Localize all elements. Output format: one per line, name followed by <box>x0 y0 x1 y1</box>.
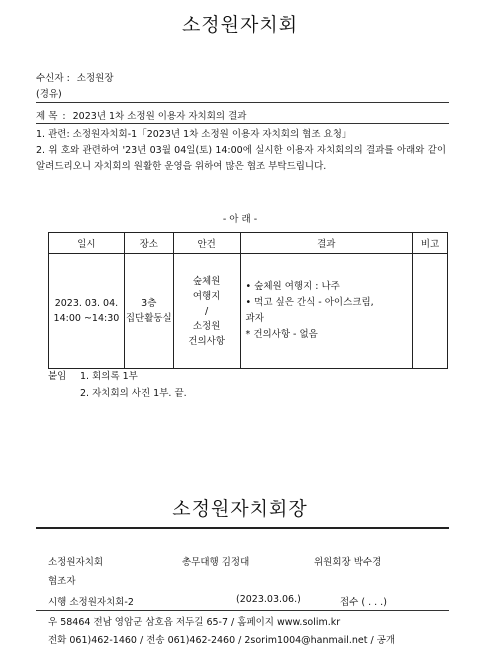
enforce-number: 시행 소정원자치회-2 <box>48 597 134 608</box>
header-place: 장소 <box>124 233 173 254</box>
cell-place: 3층 집단활동실 <box>124 254 173 369</box>
divider <box>36 527 449 529</box>
table-row <box>49 254 448 369</box>
header-note: 비고 <box>413 233 448 254</box>
via-line: (경유) <box>36 89 62 100</box>
contact-line: 전화 061)462-1460 / 전송 061)462-2460 / 2sorim1004@hanmail.net / 공개 <box>48 635 396 646</box>
subject-label: 제 목 <box>36 111 58 122</box>
header-agenda: 안건 <box>173 233 240 254</box>
header-result: 결과 <box>240 233 413 254</box>
document-title: 소정원자치회 <box>181 14 299 36</box>
recipient-label: 수신자 <box>36 73 64 84</box>
cooperator-label: 협조자 <box>48 576 76 587</box>
sign-org: 소정원자치회 <box>48 557 104 568</box>
cell-datetime: 2023. 03. 04. 14:00 ~14:30 <box>49 254 125 369</box>
attachment-item-2: 2. 자치회의 사진 1부. 끝. <box>80 388 187 399</box>
sign-treasurer: 총무대행 김정대 <box>182 557 250 568</box>
header-datetime: 일시 <box>49 233 125 254</box>
receipt-field: 접수 ( . . .) <box>340 597 387 608</box>
attachment-item-1: 1. 회의록 1부 <box>80 371 138 382</box>
table-header-row <box>49 233 448 254</box>
subject-value: 2023년 1차 소정원 이용자 자치회의 결과 <box>72 111 247 122</box>
address-line: 우 58464 전남 영암군 삼호읍 저두길 65-7 / 홈페이지 www.solim.kr <box>48 617 341 628</box>
divider <box>36 123 449 124</box>
enforce-date: (2023.03.06.) <box>236 594 301 605</box>
cell-result: • 숲체원 여행지 : 나주 • 먹고 싶은 간식 - 아이스크림, 과자 * 건의사항 - 없음 <box>240 254 413 369</box>
result-table <box>48 232 448 369</box>
recipient-line: 수신자 : 소정원장 <box>36 73 114 84</box>
body-paragraph-1: 1. 관련: 소정원자치회-1「2023년 1차 소정원 이용자 자치회의 협조 요청」 <box>36 129 352 140</box>
attachment-label: 붙임 <box>48 371 67 382</box>
cell-agenda: 숲체원 여행지 / 소정원 건의사항 <box>173 254 240 369</box>
divider <box>36 102 449 103</box>
body-paragraph-2: 2. 위 호와 관련하여 '23년 03월 04일(토) 14:00에 실시한 이용자 자치회의의 결과를 아래와 같이 알려드리오니 자치회의 원활한 운영을 위하여 많은 협조 부탁드립니다. <box>36 145 446 172</box>
divider <box>36 610 449 611</box>
cell-note <box>413 254 448 369</box>
arae-heading: - 아 래 - <box>222 214 258 225</box>
issuer-title: 소정원자치회장 <box>172 498 308 520</box>
sign-chair: 위원회장 박수경 <box>314 557 382 568</box>
recipient-value: 소정원장 <box>76 73 114 84</box>
subject-line: 제 목 : 2023년 1차 소정원 이용자 자치회의 결과 <box>36 111 247 122</box>
